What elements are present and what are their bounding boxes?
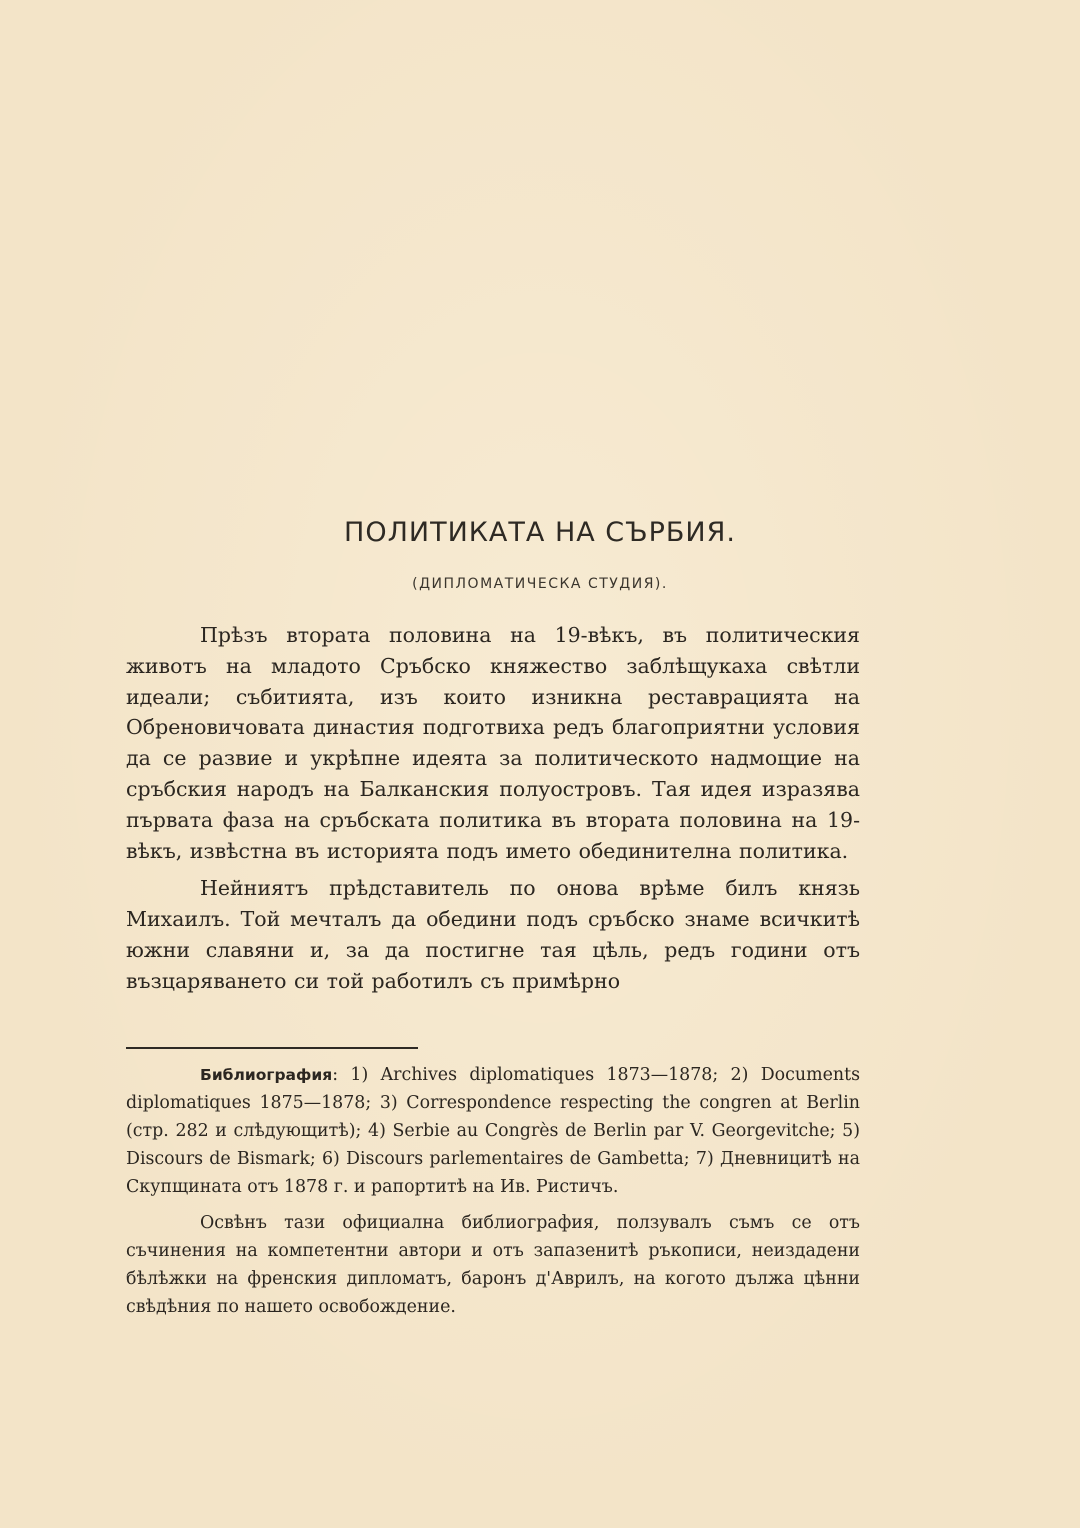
- chapter-subtitle: (ДИПЛОМАТИЧЕСКА СТУДИЯ).: [412, 576, 668, 592]
- footnotes: [126, 1061, 860, 1329]
- chapter-title: ПОЛИТИКАТА НА СЪРБИЯ.: [344, 517, 736, 548]
- footnote-divider: [126, 1047, 418, 1049]
- body-text: [126, 620, 860, 1004]
- sources-note: Освѣнъ тази официална библиография, ползувалъ съмъ се отъ съчинения на компетентни автори и отъ запазенитѣ ръкописи, неиздадени бѣлѣжки на френския дипломатъ, баронъ д'Аврилъ, на когото дължа цѣнни свѣдѣния по нашето освобождение.: [126, 1213, 860, 1317]
- body-paragraph: Нейниятъ прѣдставитель по онова врѣме билъ князь Михаилъ. Той мечталъ да обедини подъ сръбско знаме всичкитѣ южни славяни и, за да постигне тая цѣль, редъ години отъ възцаряването си той работилъ съ примѣрно: [126, 876, 860, 993]
- bibliography-note: [126, 1061, 860, 1201]
- body-paragraph: Прѣзъ втората половина на 19-вѣкъ, въ политическия животъ на младото Сръбско княжество заблѣщукаха свѣтли идеали; събитията, изъ които изникна реставрацията на Обреновичовата династия подготвиха редъ благоприятни условия да се развие и укрѣпне идеята за политическото надмощие на сръбския народъ на Балканския полуостровъ. Тая идея изразява първата фаза на сръбската политика въ втората половина на 19-вѣкъ, извѣстна въ историята подъ името обединителна политика.: [126, 623, 860, 863]
- bibliography-text: : 1) Archives diplomatiques 1873—1878; 2) Documents diplomatiques 1875—1878; 3) Correspondence respecting the congren at Berlin (стр. 282 и слѣдующитѣ); 4) Serbie au Congrès de Berlin par V. Georgevitche; 5) Discours de Bismark; 6) Discours parlementaires de Gambetta; 7) Дневницитѣ на Скупщината отъ 1878 г. и рапортитѣ на Ив. Ристичъ.: [126, 1065, 860, 1197]
- bibliography-label: Библиография: [200, 1066, 333, 1084]
